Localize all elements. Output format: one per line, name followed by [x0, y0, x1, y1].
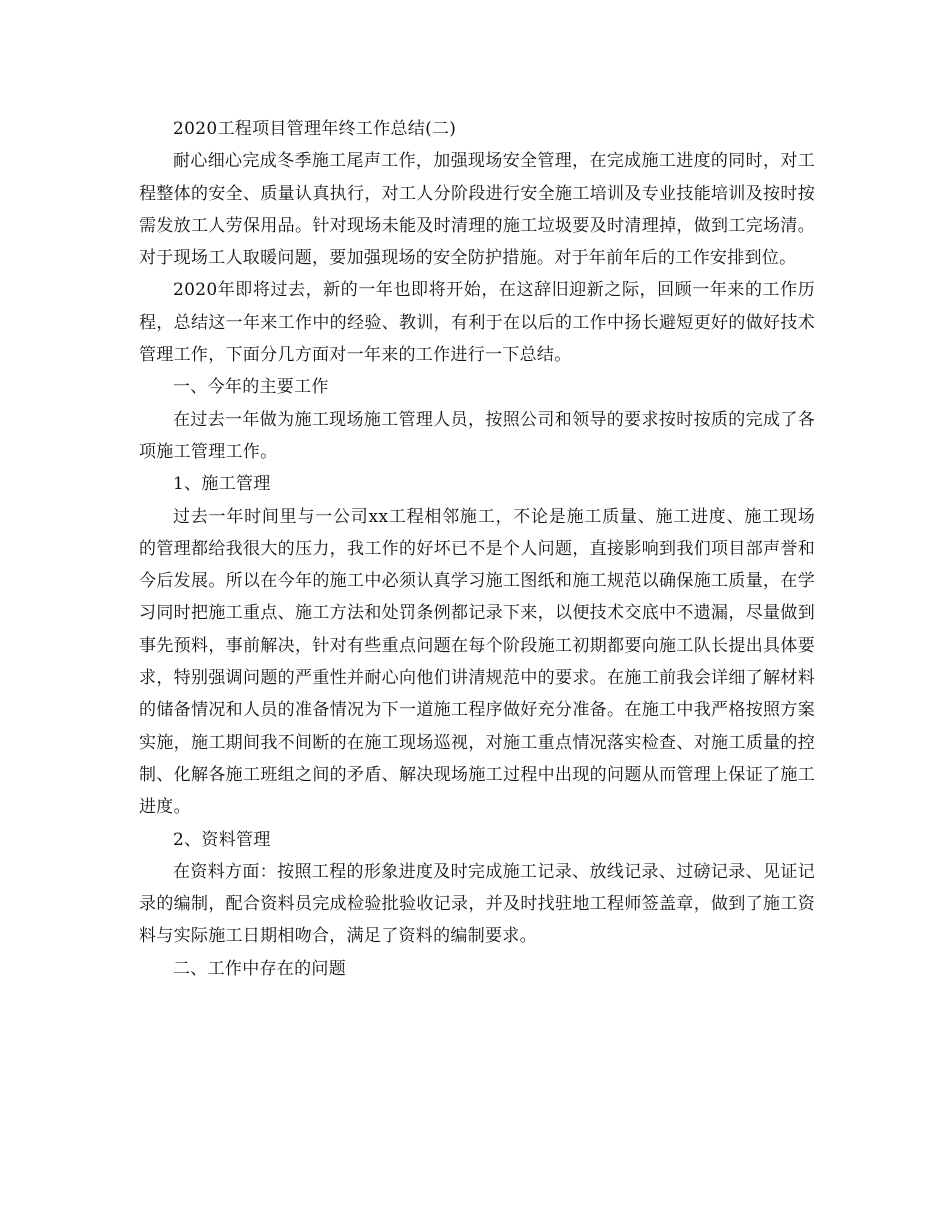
paragraph-year-summary: 2020年即将过去，新的一年也即将开始，在这辞旧迎新之际，回顾一年来的工作历程，总结这一年来工作中的经验、教训，有利于在以后的工作中扬长避短更好的做好技术管理工作，下面分几方面对一年来的工作进行一下总结。 [139, 280, 815, 366]
heading-main-work: 一、今年的主要工作 [173, 377, 329, 398]
document-title: 2020工程项目管理年终工作总结(二) [173, 119, 457, 139]
paragraph-document-management: 在资料方面：按照工程的形象进度及时完成施工记录、放线记录、过磅记录、见证记录的编制，配合资料员完成检验批验收记录，并及时找驻地工程师签盖章，做到了施工资料与实际施工日期相吻合，满足了资料的编制要求。 [139, 861, 815, 947]
heading-construction-management: 1、施工管理 [173, 474, 271, 495]
heading-document-management: 2、资料管理 [173, 829, 271, 850]
document-body [139, 113, 815, 985]
heading-problems: 二、工作中存在的问题 [173, 958, 346, 979]
paragraph-winter-work: 耐心细心完成冬季施工尾声工作，加强现场安全管理，在完成施工进度的同时，对工程整体的安全、质量认真执行，对工人分阶段进行安全施工培训及专业技能培训及按时按需发放工人劳保用品。针对现场未能及时清理的施工垃圾要及时清理掉，做到工完场清。对于现场工人取暖问题，要加强现场的安全防护措施。对于年前年后的工作安排到位。 [139, 151, 815, 269]
paragraph-construction-management: 过去一年时间里与一公司xx工程相邻施工，不论是施工质量、施工进度、施工现场的管理都给我很大的压力，我工作的好坏已不是个人问题，直接影响到我们项目部声誉和今后发展。所以在今年的施工中必须认真学习施工图纸和施工规范以确保施工质量，在学习同时把施工重点、施工方法和处罚条例都记录下来，以便技术交底中不遗漏，尽量做到事先预料，事前解决，针对有些重点问题在每个阶段施工初期都要向施工队长提出具体要求，特别强调问题的严重性并耐心向他们讲清规范中的要求。在施工前我会详细了解材料的储备情况和人员的准备情况为下一道施工程序做好充分准备。在施工中我严格按照方案实施，施工期间我不间断的在施工现场巡视，对施工重点情况落实检查、对施工质量的控制、化解各施工班组之间的矛盾、解决现场施工过程中出现的问题从而管理上保证了施工进度。 [139, 506, 815, 818]
paragraph-main-work: 在过去一年做为施工现场施工管理人员，按照公司和领导的要求按时按质的完成了各项施工管理工作。 [139, 409, 815, 462]
